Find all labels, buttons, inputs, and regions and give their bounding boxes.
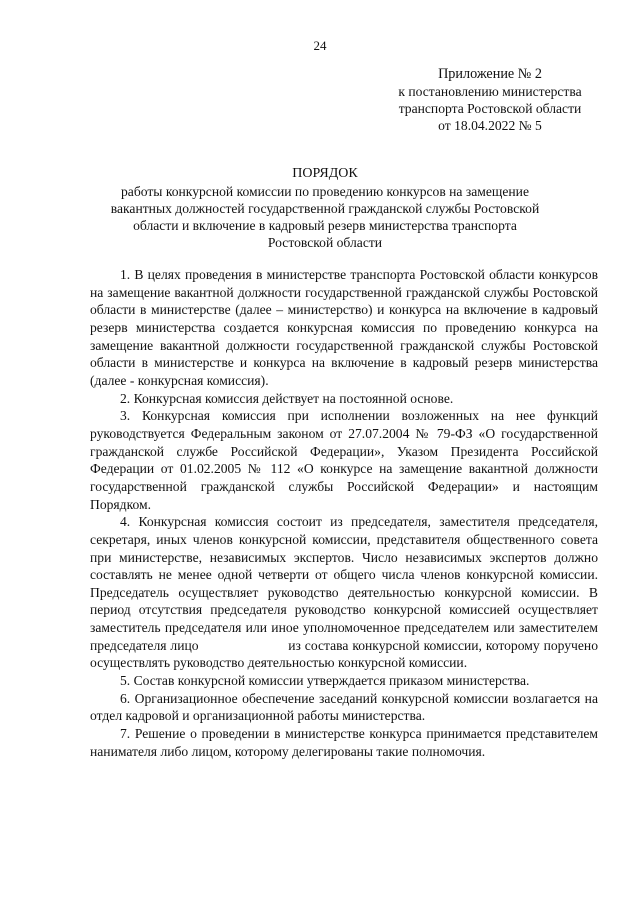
paragraph-3: 3. Конкурсная комиссия при исполнении возложенных на нее функций руководствуется Федеральным законом от 27.07.2004 № 79-ФЗ «О государственной гражданской службе Российской Федерации», Указом Президента Российской Федерации от 01.02.2005 № 112 «О конкурсе на замещение вакантной должности государственной гражданской службы Российской Федерации» и настоящим Порядком. bbox=[90, 408, 598, 512]
appendix-line: к постановлению министерства bbox=[398, 84, 582, 99]
appendix-line: транспорта Ростовской области bbox=[398, 101, 582, 116]
document-subtitle-line: вакантных должностей государственной гражданской службы Ростовской bbox=[110, 201, 540, 216]
document-subtitle-line: работы конкурсной комиссии по проведению конкурсов на замещение bbox=[120, 184, 529, 199]
paragraph-6: 6. Организационное обеспечение заседаний конкурсной комиссии возлагается на отдел кадровой и организационной работы министерства. bbox=[90, 690, 598, 724]
paragraph-5: 5. Состав конкурсной комиссии утверждается приказом министерства. bbox=[120, 673, 530, 689]
document-heading bbox=[90, 165, 560, 251]
paragraph-7: 7. Решение о проведении в министерстве конкурса принимается представителем нанимателя либо лицом, которому делегированы такие полномочия. bbox=[90, 726, 598, 759]
paragraph-1: 1. В целях проведения в министерстве транспорта Ростовской области конкурсов на замещение вакантной должности государственной гражданской службы Ростовской области в министерстве (далее – министерство) и конкурса на включение в кадровый резерв министерства создается конкурсная комиссия по проведению конкурса на замещение вакантной должности государственной гражданской службы Ростовской области в министерстве и конкурса на включение в кадровый резерв министерства (далее - конкурсная комиссия). bbox=[90, 267, 598, 388]
appendix-date: от 18.04.2022 № 5 bbox=[438, 118, 542, 133]
paragraph-2: 2. Конкурсная комиссия действует на постоянной основе. bbox=[120, 390, 454, 406]
paragraph-4: 4. Конкурсная комиссия состоит из председателя, заместителя председателя, секретаря, иных членов конкурсной комиссии, представителя общественного совета при министерстве, независимых экспертов. Число независимых экспертов должно составлять не менее одной четверти от общего числа членов конкурсной комиссии. Председатель осуществляет руководство деятельностью конкурсной комиссии. В период отсутствия председателя руководство конкурсной комиссией осуществляет заместитель председателя или иное уполномоченное председателем или заместителем председателя лицо из состава конкурсной комиссии, которому поручено осуществлять руководство деятельностью конкурсной комиссии. bbox=[90, 514, 602, 671]
document-subtitle-line: Ростовской области bbox=[267, 235, 383, 250]
page-number: 24 bbox=[313, 38, 327, 53]
appendix-block bbox=[380, 66, 600, 134]
document-title: ПОРЯДОК bbox=[292, 166, 358, 181]
document-subtitle-line: области и включение в кадровый резерв министерства транспорта bbox=[133, 218, 517, 233]
appendix-title: Приложение № 2 bbox=[438, 66, 542, 82]
document-body bbox=[90, 266, 602, 760]
